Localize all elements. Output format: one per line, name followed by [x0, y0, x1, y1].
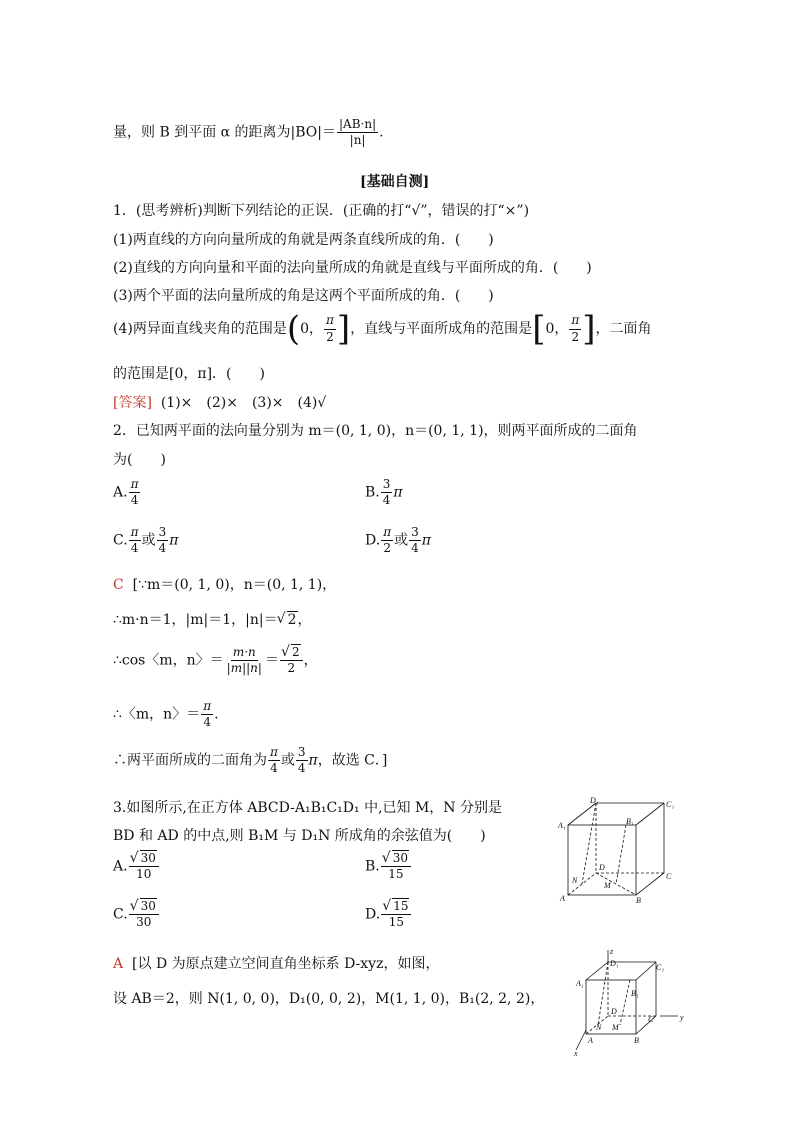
q2-option-a [113, 478, 141, 507]
sqrt30-over-30 [129, 900, 159, 929]
q3-option-a [113, 852, 160, 881]
radicand: 30 [140, 899, 156, 913]
den: 4 [382, 493, 391, 508]
q2-solution-line1 [113, 578, 336, 592]
radicand: 30 [392, 851, 409, 865]
den: 30 [136, 915, 152, 930]
sqrt-30 [131, 900, 157, 913]
pi-over-2 [324, 314, 336, 343]
num: 3 [381, 478, 393, 493]
s4-text-a: (4)两异面直线夹角的范围是 [113, 321, 287, 337]
num: 3 [409, 526, 421, 541]
num: 3 [157, 526, 169, 541]
sqrt2-over-2 [280, 646, 303, 675]
radicand: 30 [140, 851, 156, 865]
q2-solution-line4 [113, 700, 219, 729]
fraction-denominator: |n| [349, 133, 366, 148]
label-m: M [612, 1023, 619, 1032]
label-m: M [604, 881, 611, 890]
sqrt15-over-15 [381, 900, 411, 929]
three-over-4 [157, 526, 169, 555]
label-d: D [611, 1007, 617, 1016]
period: . [214, 706, 219, 723]
close-bracket: ] [582, 309, 596, 349]
pi: π [169, 532, 179, 549]
num: m·n [231, 646, 258, 661]
cube-coordinate-figure [572, 946, 692, 1058]
q3-solution-line2: 设 AB＝2，则 N(1, 0, 0)，D₁(0, 0, 2)，M(1, 1, 0)，B₁(2, 2, 2)， [113, 991, 545, 1007]
num: π [268, 746, 280, 761]
answer-text: (1)× (2)× (3)× (4)√ [160, 395, 327, 411]
label-b1: B₁ [626, 817, 634, 826]
or: 或 [141, 532, 156, 549]
label-c: C [666, 872, 672, 881]
answer-letter: C [113, 577, 124, 593]
label-c1: C₁ [666, 800, 675, 809]
open-paren: ( [286, 309, 301, 349]
label-y: y [680, 1013, 684, 1022]
num: π [569, 314, 581, 329]
pi-over-2 [569, 314, 581, 343]
pi-over-4 [268, 746, 280, 775]
sqrt-15 [383, 900, 409, 913]
label-d1: D₁ [590, 796, 599, 805]
radicand: 2 [291, 645, 300, 659]
sqrt-2 [282, 646, 301, 659]
sqrt30-over-15 [381, 852, 411, 881]
q2-option-c [113, 526, 178, 555]
comma: ， [297, 612, 312, 628]
solution-text: ，故选 C．] [317, 752, 388, 769]
num: π [201, 700, 213, 715]
num: π [129, 478, 141, 493]
three-over-4 [409, 526, 421, 555]
den: 4 [158, 541, 167, 556]
distance-suffix: . [379, 124, 384, 141]
distance-formula-line [113, 118, 384, 147]
solution-text: [以 D 为原点建立空间直角坐标系 D-xyz，如图， [132, 956, 440, 972]
q3-option-d [365, 900, 412, 929]
q2-solution-line2 [113, 613, 312, 627]
q2-solution-line3: ∴cos〈m，n〉＝ $\frac{m\cdot n}{|m||n|}$ ＝ √ $\frac{2}{2}$ ， [113, 646, 318, 675]
label-c1: C₁ [656, 963, 665, 972]
pi-over-4 [129, 478, 141, 507]
num: π [129, 526, 141, 541]
sqrt-2 [278, 613, 298, 627]
q3-option-b [365, 852, 412, 881]
num: π [324, 314, 336, 329]
num: 3 [296, 746, 308, 761]
range-start: 0， [300, 321, 324, 337]
q3-option-c [113, 900, 160, 929]
pi: π [393, 484, 403, 501]
den: 4 [203, 715, 211, 730]
den: 4 [411, 541, 419, 556]
den: 2 [571, 329, 580, 344]
solution-text: ∴两平面所成的二面角为 [113, 752, 267, 769]
option-label: D. [365, 906, 381, 923]
answer-label: [答案] [113, 395, 152, 411]
q1-statement-4-line2: 的范围是[0，π]．( ) [113, 366, 265, 382]
label-d: D [599, 863, 605, 872]
answer-letter: A [113, 956, 124, 972]
distance-prefix: 量，则 B 到平面 α 的距离为|BO|＝ [113, 124, 337, 141]
pi-over-4 [201, 700, 213, 729]
s4-text-b: ，直线与平面所成角的范围是 [350, 321, 533, 337]
q1-answer [113, 396, 326, 410]
three-over-4 [296, 746, 308, 775]
cube-figure [556, 795, 686, 905]
solution-text: ∴cos〈m，n〉＝ [113, 652, 224, 669]
den: 4 [297, 761, 306, 776]
q2-solution-line5 [113, 746, 387, 775]
den: 2 [287, 661, 296, 676]
den: 2 [383, 541, 391, 556]
label-a1: A₁ [558, 821, 566, 830]
q3-stem-line2: BD 和 AD 的中点,则 B₁M 与 D₁N 所成角的余弦值为( ) [113, 828, 486, 844]
solution-text: ∴m·n＝1，|m|＝1，|n|＝ [113, 612, 278, 628]
label-z: z [610, 947, 614, 956]
distance-fraction [337, 118, 378, 147]
option-label: A. [113, 484, 128, 501]
label-c: C [648, 1015, 654, 1024]
den: |m||n| [226, 661, 262, 676]
label-a: A [560, 894, 565, 903]
den: 15 [388, 915, 404, 930]
label-a1: A₁ [576, 979, 584, 988]
pi: π [421, 532, 431, 549]
q1-statement-3: (3)两个平面的法向量所成的角是这两个平面所成的角．( ) [113, 288, 494, 304]
q1-statement-4 [113, 309, 652, 349]
den: 4 [130, 541, 139, 556]
mn-fraction [225, 646, 264, 675]
label-n: N [572, 876, 578, 885]
den: 2 [326, 329, 334, 344]
q2-stem-line1: 2．已知两平面的法向量分别为 m＝(0, 1, 0)，n＝(0, 1, 1)，则两平面所成的二面角 [113, 423, 638, 439]
label-b: B [636, 896, 641, 905]
close-bracket: ] [336, 309, 351, 349]
open-bracket: [ [532, 309, 546, 349]
q1-stem: 1．(思考辨析)判断下列结论的正误．(正确的打“√”，错误的打“×”) [113, 203, 530, 219]
den: 4 [270, 761, 278, 776]
sqrt30-over-10 [129, 852, 159, 881]
solution-text: ∴〈m，n〉＝ [113, 706, 201, 723]
label-b: B [634, 1036, 639, 1045]
den: 4 [130, 493, 139, 508]
radicand: 15 [393, 899, 409, 913]
den: 10 [136, 867, 152, 882]
option-label: C. [113, 906, 128, 923]
q2-option-d [365, 526, 431, 555]
q1-statement-2: (2)直线的方向向量和平面的法向量所成的角就是直线与平面所成的角．( ) [113, 260, 592, 276]
s4-text-c: ，二面角 [595, 321, 652, 337]
option-label: A. [113, 858, 128, 875]
pi-over-4 [129, 526, 141, 555]
or: 或 [280, 752, 295, 769]
q2-option-b [365, 478, 403, 507]
radicand: 2 [287, 612, 297, 628]
pi-over-2 [381, 526, 393, 555]
option-label: D. [365, 532, 381, 549]
label-a: A [588, 1036, 593, 1045]
three-over-4 [381, 478, 393, 507]
fraction-numerator: |AB·n| [337, 118, 378, 133]
num: π [381, 526, 393, 541]
pi: π [308, 752, 318, 769]
q1-statement-1: (1)两直线的方向向量所成的角就是两条直线所成的角．( ) [113, 232, 494, 248]
q3-stem-line1: 3.如图所示,在正方体 ABCD-A₁B₁C₁D₁ 中,已知 M，N 分别是 [113, 800, 503, 816]
label-n: N [596, 1023, 602, 1032]
q2-stem-line2: 为( ) [113, 452, 166, 468]
label-b1: B₁ [631, 989, 639, 998]
comma: ， [303, 652, 318, 669]
label-d1: D₁ [610, 959, 619, 968]
option-label: B. [365, 484, 380, 501]
sqrt-30 [383, 852, 409, 865]
option-label: C. [113, 532, 128, 549]
or: 或 [394, 532, 409, 549]
section-title: [基础自测] [360, 174, 430, 190]
sqrt-30 [131, 852, 157, 865]
den: 15 [388, 867, 404, 882]
q3-solution-line1 [113, 957, 439, 971]
range-start: 0， [545, 321, 569, 337]
option-label: B. [365, 858, 380, 875]
solution-text: [∵m＝(0, 1, 0)，n＝(0, 1, 1)， [132, 577, 337, 593]
label-x: x [574, 1049, 578, 1058]
